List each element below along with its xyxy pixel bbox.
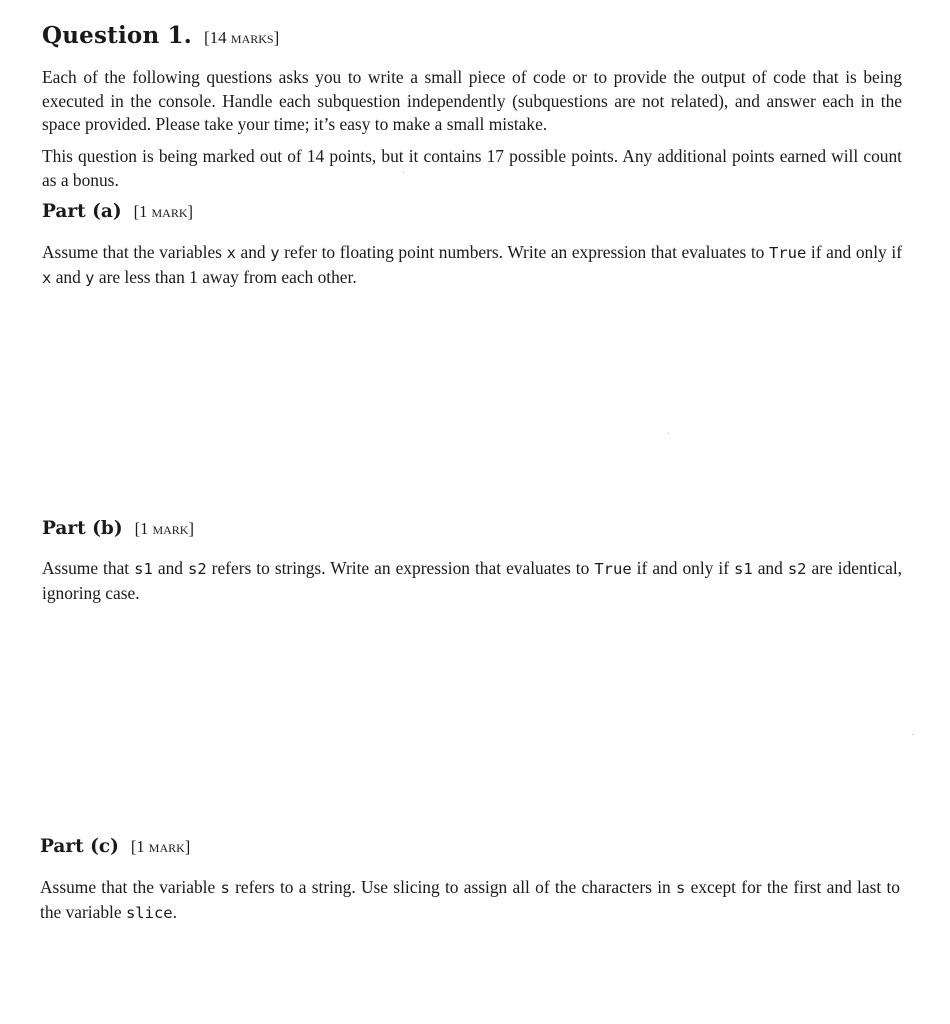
part-b-title: Part (b) bbox=[42, 518, 123, 539]
scan-speck bbox=[403, 172, 404, 173]
part-b-heading bbox=[42, 518, 194, 539]
part-c-heading bbox=[40, 836, 190, 857]
code-s2: s2 bbox=[787, 560, 807, 578]
part-a-prompt: Assume that the variables x and y refer to floating point numbers. Write an expression that evaluates to True if and only if x and y are less than 1 away from each other. bbox=[42, 242, 902, 287]
question-title: Question 1. bbox=[42, 22, 192, 49]
code-true: True bbox=[594, 560, 632, 578]
code-s1: s1 bbox=[134, 560, 153, 578]
question-intro-paragraph: Each of the following questions asks you to write a small piece of code or to provide the output of code that is being executed in the console. Handle each subquestion independently (subquestions are not related), and answer each in the space provided. Please take your time; it’s easy to make a small mistake. bbox=[42, 67, 902, 134]
part-c-answer-space[interactable] bbox=[40, 935, 900, 1015]
part-b-marks: [1 mark] bbox=[134, 519, 194, 538]
question-bonus-paragraph: This question is being marked out of 14 points, but it contains 17 possible points. Any additional points earned will count as a bonus. bbox=[42, 146, 902, 190]
part-a-answer-space[interactable] bbox=[42, 300, 902, 500]
code-x: x bbox=[226, 244, 236, 262]
part-a-heading bbox=[42, 201, 193, 222]
code-s2: s2 bbox=[187, 560, 207, 578]
part-b-answer-space[interactable] bbox=[42, 615, 902, 820]
code-s1: s1 bbox=[734, 560, 753, 578]
code-true: True bbox=[768, 244, 807, 262]
part-c-title: Part (c) bbox=[40, 836, 119, 857]
question-heading bbox=[42, 22, 279, 49]
code-s: s bbox=[220, 879, 230, 897]
scan-speck bbox=[668, 433, 669, 434]
code-slice: slice bbox=[125, 903, 173, 922]
part-a-marks: [1 mark] bbox=[133, 202, 194, 221]
code-y: y bbox=[85, 268, 95, 287]
scan-speck bbox=[912, 734, 913, 735]
part-a-title: Part (a) bbox=[42, 201, 122, 222]
part-b-prompt: Assume that s1 and s2 refers to strings. Write an expression that evaluates to True if and only if s1 and s2 are identical, ignoring case. bbox=[42, 558, 902, 603]
code-x: x bbox=[42, 268, 52, 287]
code-s: s bbox=[676, 879, 686, 897]
code-y: y bbox=[270, 244, 280, 262]
part-c-marks: [1 mark] bbox=[130, 837, 191, 856]
question-marks: [14 marks] bbox=[203, 28, 280, 47]
part-c-prompt: Assume that the variable s refers to a string. Use slicing to assign all of the characters in s except for the first and last to the variable slice. bbox=[40, 877, 900, 922]
